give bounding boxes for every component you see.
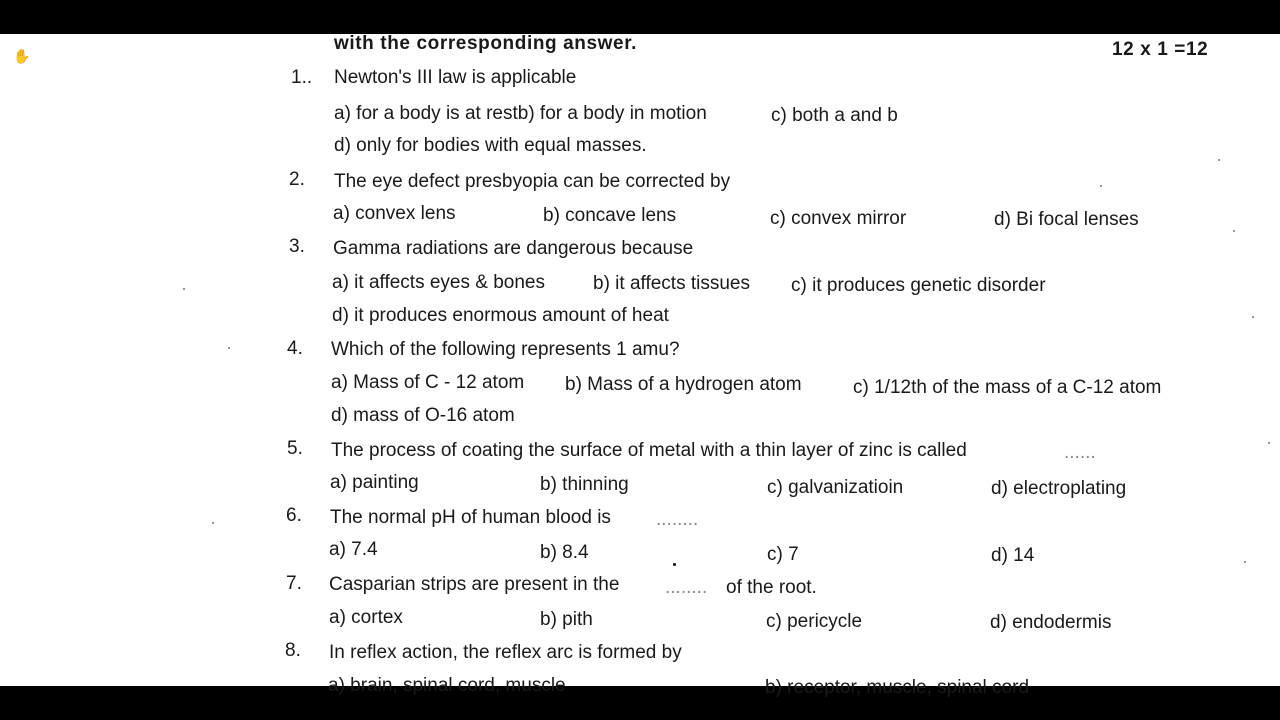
- answer-blank: ........: [665, 577, 708, 598]
- scan-speck: [1244, 561, 1246, 563]
- option: b) 8.4: [540, 542, 589, 563]
- option: b) Mass of a hydrogen atom: [565, 374, 802, 395]
- scan-speck: [1252, 316, 1254, 318]
- option: a) painting: [330, 472, 419, 493]
- option: b) thinning: [540, 474, 629, 495]
- option: d) 14: [991, 545, 1035, 566]
- answer-blank: ........: [656, 509, 699, 530]
- option: b) it affects tissues: [593, 273, 750, 294]
- scan-speck: [673, 563, 676, 566]
- option: b) pith: [540, 609, 593, 630]
- option: d) electroplating: [991, 478, 1127, 499]
- question-text: Newton's III law is applicable: [334, 67, 577, 88]
- scan-speck: [212, 522, 214, 524]
- question-text: The process of coating the surface of metal with a thin layer of zinc is called: [331, 440, 967, 461]
- hand-cursor-icon: ✋: [13, 48, 31, 64]
- answer-blank: ......: [1064, 442, 1096, 463]
- marks-allotted: 12 x 1 =12: [1112, 39, 1209, 60]
- question-number: 6.: [286, 505, 302, 526]
- option: d) it produces enormous amount of heat: [332, 305, 669, 326]
- option: d) endodermis: [990, 612, 1112, 633]
- question-number: 3.: [289, 236, 305, 257]
- question-number: 8.: [285, 640, 301, 661]
- question-text: The normal pH of human blood is: [330, 507, 611, 528]
- scan-speck: [1218, 159, 1220, 161]
- option: a) cortex: [329, 607, 403, 628]
- scanned-question-paper: [0, 33, 1280, 698]
- question-text: In reflex action, the reflex arc is formed by: [329, 642, 682, 663]
- question-text: Gamma radiations are dangerous because: [333, 238, 694, 259]
- question-text: The eye defect presbyopia can be corrected by: [334, 171, 731, 192]
- option: a) Mass of C - 12 atom: [331, 372, 525, 393]
- question-number: 5.: [287, 438, 303, 459]
- option: c) pericycle: [766, 611, 863, 632]
- scan-speck: [183, 288, 185, 290]
- option: d) mass of O-16 atom: [331, 405, 515, 426]
- option: d) Bi focal lenses: [994, 209, 1139, 230]
- scan-speck: [1233, 230, 1235, 232]
- option: a) convex lens: [333, 203, 456, 224]
- option: d) only for bodies with equal masses.: [334, 135, 647, 156]
- scan-speck: [1100, 185, 1102, 187]
- option: a) 7.4: [329, 539, 378, 560]
- question-text: Which of the following represents 1 amu?: [331, 339, 680, 360]
- option: a) for a body is at restb) for a body in motion: [334, 103, 707, 124]
- section-instruction: with the corresponding answer.: [334, 33, 638, 54]
- question-number: 7.: [286, 573, 302, 594]
- option: c) convex mirror: [770, 208, 907, 229]
- option: a) brain, spinal cord, muscle: [328, 675, 566, 696]
- option: c) it produces genetic disorder: [791, 275, 1046, 296]
- option: c) both a and b: [771, 105, 898, 126]
- question-number: 2.: [289, 169, 305, 190]
- option: c) 7: [767, 544, 799, 565]
- option: b) receptor, muscle, spinal cord: [765, 677, 1030, 698]
- option: b) concave lens: [543, 205, 677, 226]
- question-text-after: of the root.: [726, 577, 817, 598]
- option: c) galvanizatioin: [767, 477, 904, 498]
- option: a) it affects eyes & bones: [332, 272, 545, 293]
- option: c) 1/12th of the mass of a C-12 atom: [853, 377, 1162, 398]
- question-number: 4.: [287, 338, 303, 359]
- scan-speck: [228, 347, 230, 349]
- scan-speck: [1268, 442, 1270, 444]
- question-number: 1..: [291, 67, 313, 88]
- question-text: Casparian strips are present in the: [329, 574, 620, 595]
